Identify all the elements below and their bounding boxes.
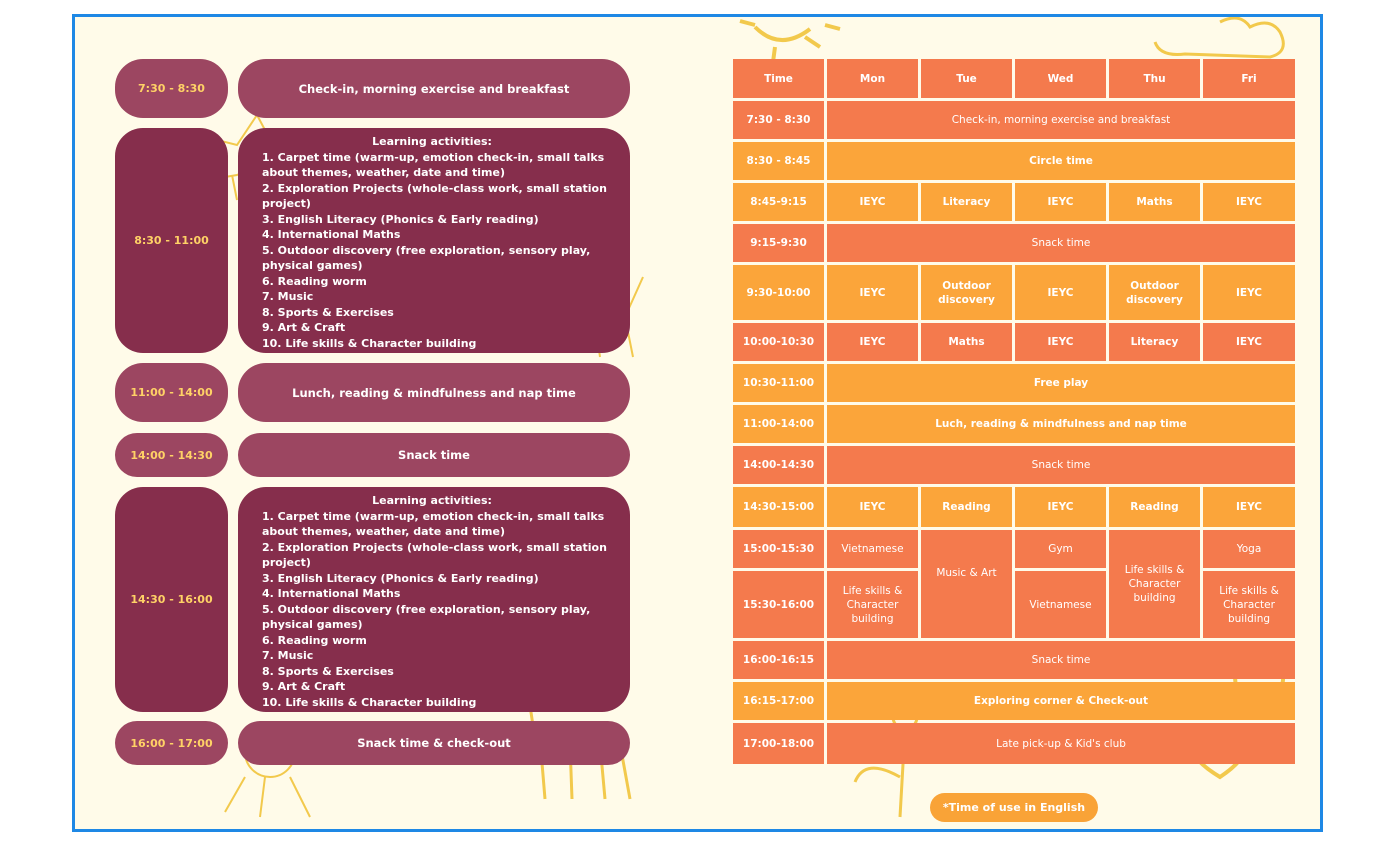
english-time-note: *Time of use in English bbox=[930, 793, 1098, 822]
learning-item: 6. 6. Reading worm bbox=[262, 633, 616, 649]
schedule-frame bbox=[72, 14, 1323, 832]
time-cell: 9:30-10:00 bbox=[733, 265, 824, 320]
learning-item: 9. 9. Art & Craft bbox=[262, 679, 616, 695]
time-cell: 10:30-11:00 bbox=[733, 364, 824, 402]
left-time-5: 14:30 - 16:00 bbox=[115, 487, 228, 712]
time-cell: 10:00-10:30 bbox=[733, 323, 824, 361]
header-tue: Tue bbox=[921, 59, 1012, 98]
header-fri: Fri bbox=[1203, 59, 1295, 98]
slot-r10-tue: Reading bbox=[921, 487, 1012, 527]
time-cell: 9:15-9:30 bbox=[733, 224, 824, 262]
slot-r3-tue: Literacy bbox=[921, 183, 1012, 221]
learning-heading: Learning activities: bbox=[372, 494, 492, 507]
slot-r10-thu: Reading bbox=[1109, 487, 1200, 527]
learning-item: 8. 8. Sports & Exercises bbox=[262, 305, 616, 321]
left-activity-6: Snack time & check-out bbox=[238, 721, 630, 765]
time-cell: 8:45-9:15 bbox=[733, 183, 824, 221]
slot-r6-fri: IEYC bbox=[1203, 323, 1295, 361]
time-cell: 11:00-14:00 bbox=[733, 405, 824, 443]
header-mon: Mon bbox=[827, 59, 918, 98]
learning-item: 4. 4. International Maths bbox=[262, 586, 616, 602]
slot-exploring-corner: Exploring corner & Check-out bbox=[827, 682, 1295, 720]
left-activity-3: Lunch, reading & mindfulness and nap time bbox=[238, 363, 630, 422]
left-activity-4: Snack time bbox=[238, 433, 630, 477]
time-cell: 8:30 - 8:45 bbox=[733, 142, 824, 180]
left-time-6: 16:00 - 17:00 bbox=[115, 721, 228, 765]
slot-lunch: Luch, reading & mindfulness and nap time bbox=[827, 405, 1295, 443]
slot-r3-fri: IEYC bbox=[1203, 183, 1295, 221]
slot-r5-tue: Outdoor discovery bbox=[921, 265, 1012, 320]
slot-snack-2: Snack time bbox=[827, 446, 1295, 484]
slot-r12-fri: Life skills & Character building bbox=[1203, 571, 1295, 638]
slot-r5-mon: IEYC bbox=[827, 265, 918, 320]
learning-item: 3. 3. English Literacy (Phonics & Early reading) bbox=[262, 571, 616, 587]
weekly-timetable bbox=[733, 59, 1295, 764]
learning-item: 10. 10. Life skills & Character building bbox=[262, 336, 616, 352]
slot-r12-mon: Life skills & Character building bbox=[827, 571, 918, 638]
learning-item: 7. 7. Music bbox=[262, 289, 616, 305]
time-cell: 16:00-16:15 bbox=[733, 641, 824, 679]
left-time-2: 8:30 - 11:00 bbox=[115, 128, 228, 353]
time-cell: 15:00-15:30 bbox=[733, 530, 824, 568]
learning-item: 6. 6. Reading worm bbox=[262, 274, 616, 290]
slot-r11-mon: Vietnamese bbox=[827, 530, 918, 568]
left-time-4: 14:00 - 14:30 bbox=[115, 433, 228, 477]
slot-r5-wed: IEYC bbox=[1015, 265, 1106, 320]
slot-snack-3: Snack time bbox=[827, 641, 1295, 679]
slot-r6-tue: Maths bbox=[921, 323, 1012, 361]
slot-r11-wed: Gym bbox=[1015, 530, 1106, 568]
slot-breakfast: Check-in, morning exercise and breakfast bbox=[827, 101, 1295, 139]
time-cell: 16:15-17:00 bbox=[733, 682, 824, 720]
slot-r11-thu: Life skills & Character building bbox=[1109, 530, 1200, 638]
slot-r10-fri: IEYC bbox=[1203, 487, 1295, 527]
slot-r3-wed: IEYC bbox=[1015, 183, 1106, 221]
slot-free-play: Free play bbox=[827, 364, 1295, 402]
slot-r11-tue: Music & Art bbox=[921, 530, 1012, 638]
slot-late-pickup: Late pick-up & Kid's club bbox=[827, 723, 1295, 764]
slot-r6-thu: Literacy bbox=[1109, 323, 1200, 361]
learning-item: 2. 2. Exploration Projects (whole-class work, small station project) bbox=[262, 181, 616, 212]
slot-circle-time: Circle time bbox=[827, 142, 1295, 180]
slot-r6-wed: IEYC bbox=[1015, 323, 1106, 361]
header-time: Time bbox=[733, 59, 824, 98]
learning-heading: Learning activities: bbox=[372, 135, 492, 148]
learning-item: 2. 2. Exploration Projects (whole-class work, small station project) bbox=[262, 540, 616, 571]
learning-activities-afternoon bbox=[238, 487, 630, 712]
learning-item: 9. 9. Art & Craft bbox=[262, 320, 616, 336]
time-cell: 15:30-16:00 bbox=[733, 571, 824, 638]
learning-item: 4. 4. International Maths bbox=[262, 227, 616, 243]
left-activity-1: Check-in, morning exercise and breakfast bbox=[238, 59, 630, 118]
learning-item: 5. 5. Outdoor discovery (free exploration, sensory play, physical games) bbox=[262, 243, 616, 274]
time-cell: 14:00-14:30 bbox=[733, 446, 824, 484]
learning-item: 3. 3. English Literacy (Phonics & Early reading) bbox=[262, 212, 616, 228]
slot-r5-fri: IEYC bbox=[1203, 265, 1295, 320]
slot-r3-thu: Maths bbox=[1109, 183, 1200, 221]
learning-item: 8. 8. Sports & Exercises bbox=[262, 664, 616, 680]
header-thu: Thu bbox=[1109, 59, 1200, 98]
learning-item: 10. 10. Life skills & Character building bbox=[262, 695, 616, 711]
slot-r5-thu: Outdoor discovery bbox=[1109, 265, 1200, 320]
time-cell: 14:30-15:00 bbox=[733, 487, 824, 527]
header-wed: Wed bbox=[1015, 59, 1106, 98]
time-cell: 17:00-18:00 bbox=[733, 723, 824, 764]
left-time-1: 7:30 - 8:30 bbox=[115, 59, 228, 118]
learning-item: 1. 1. Carpet time (warm-up, emotion check-in, small talks about themes, weather, date and time) bbox=[262, 150, 616, 181]
slot-r10-wed: IEYC bbox=[1015, 487, 1106, 527]
slot-snack-1: Snack time bbox=[827, 224, 1295, 262]
learning-item: 5. 5. Outdoor discovery (free exploration, sensory play, physical games) bbox=[262, 602, 616, 633]
slot-r10-mon: IEYC bbox=[827, 487, 918, 527]
slot-r3-mon: IEYC bbox=[827, 183, 918, 221]
slot-r12-wed: Vietnamese bbox=[1015, 571, 1106, 638]
slot-r6-mon: IEYC bbox=[827, 323, 918, 361]
learning-item: 1. 1. Carpet time (warm-up, emotion check-in, small talks about themes, weather, date and time) bbox=[262, 509, 616, 540]
slot-r11-fri: Yoga bbox=[1203, 530, 1295, 568]
left-time-3: 11:00 - 14:00 bbox=[115, 363, 228, 422]
time-cell: 7:30 - 8:30 bbox=[733, 101, 824, 139]
learning-item: 7. 7. Music bbox=[262, 648, 616, 664]
learning-activities-morning bbox=[238, 128, 630, 353]
